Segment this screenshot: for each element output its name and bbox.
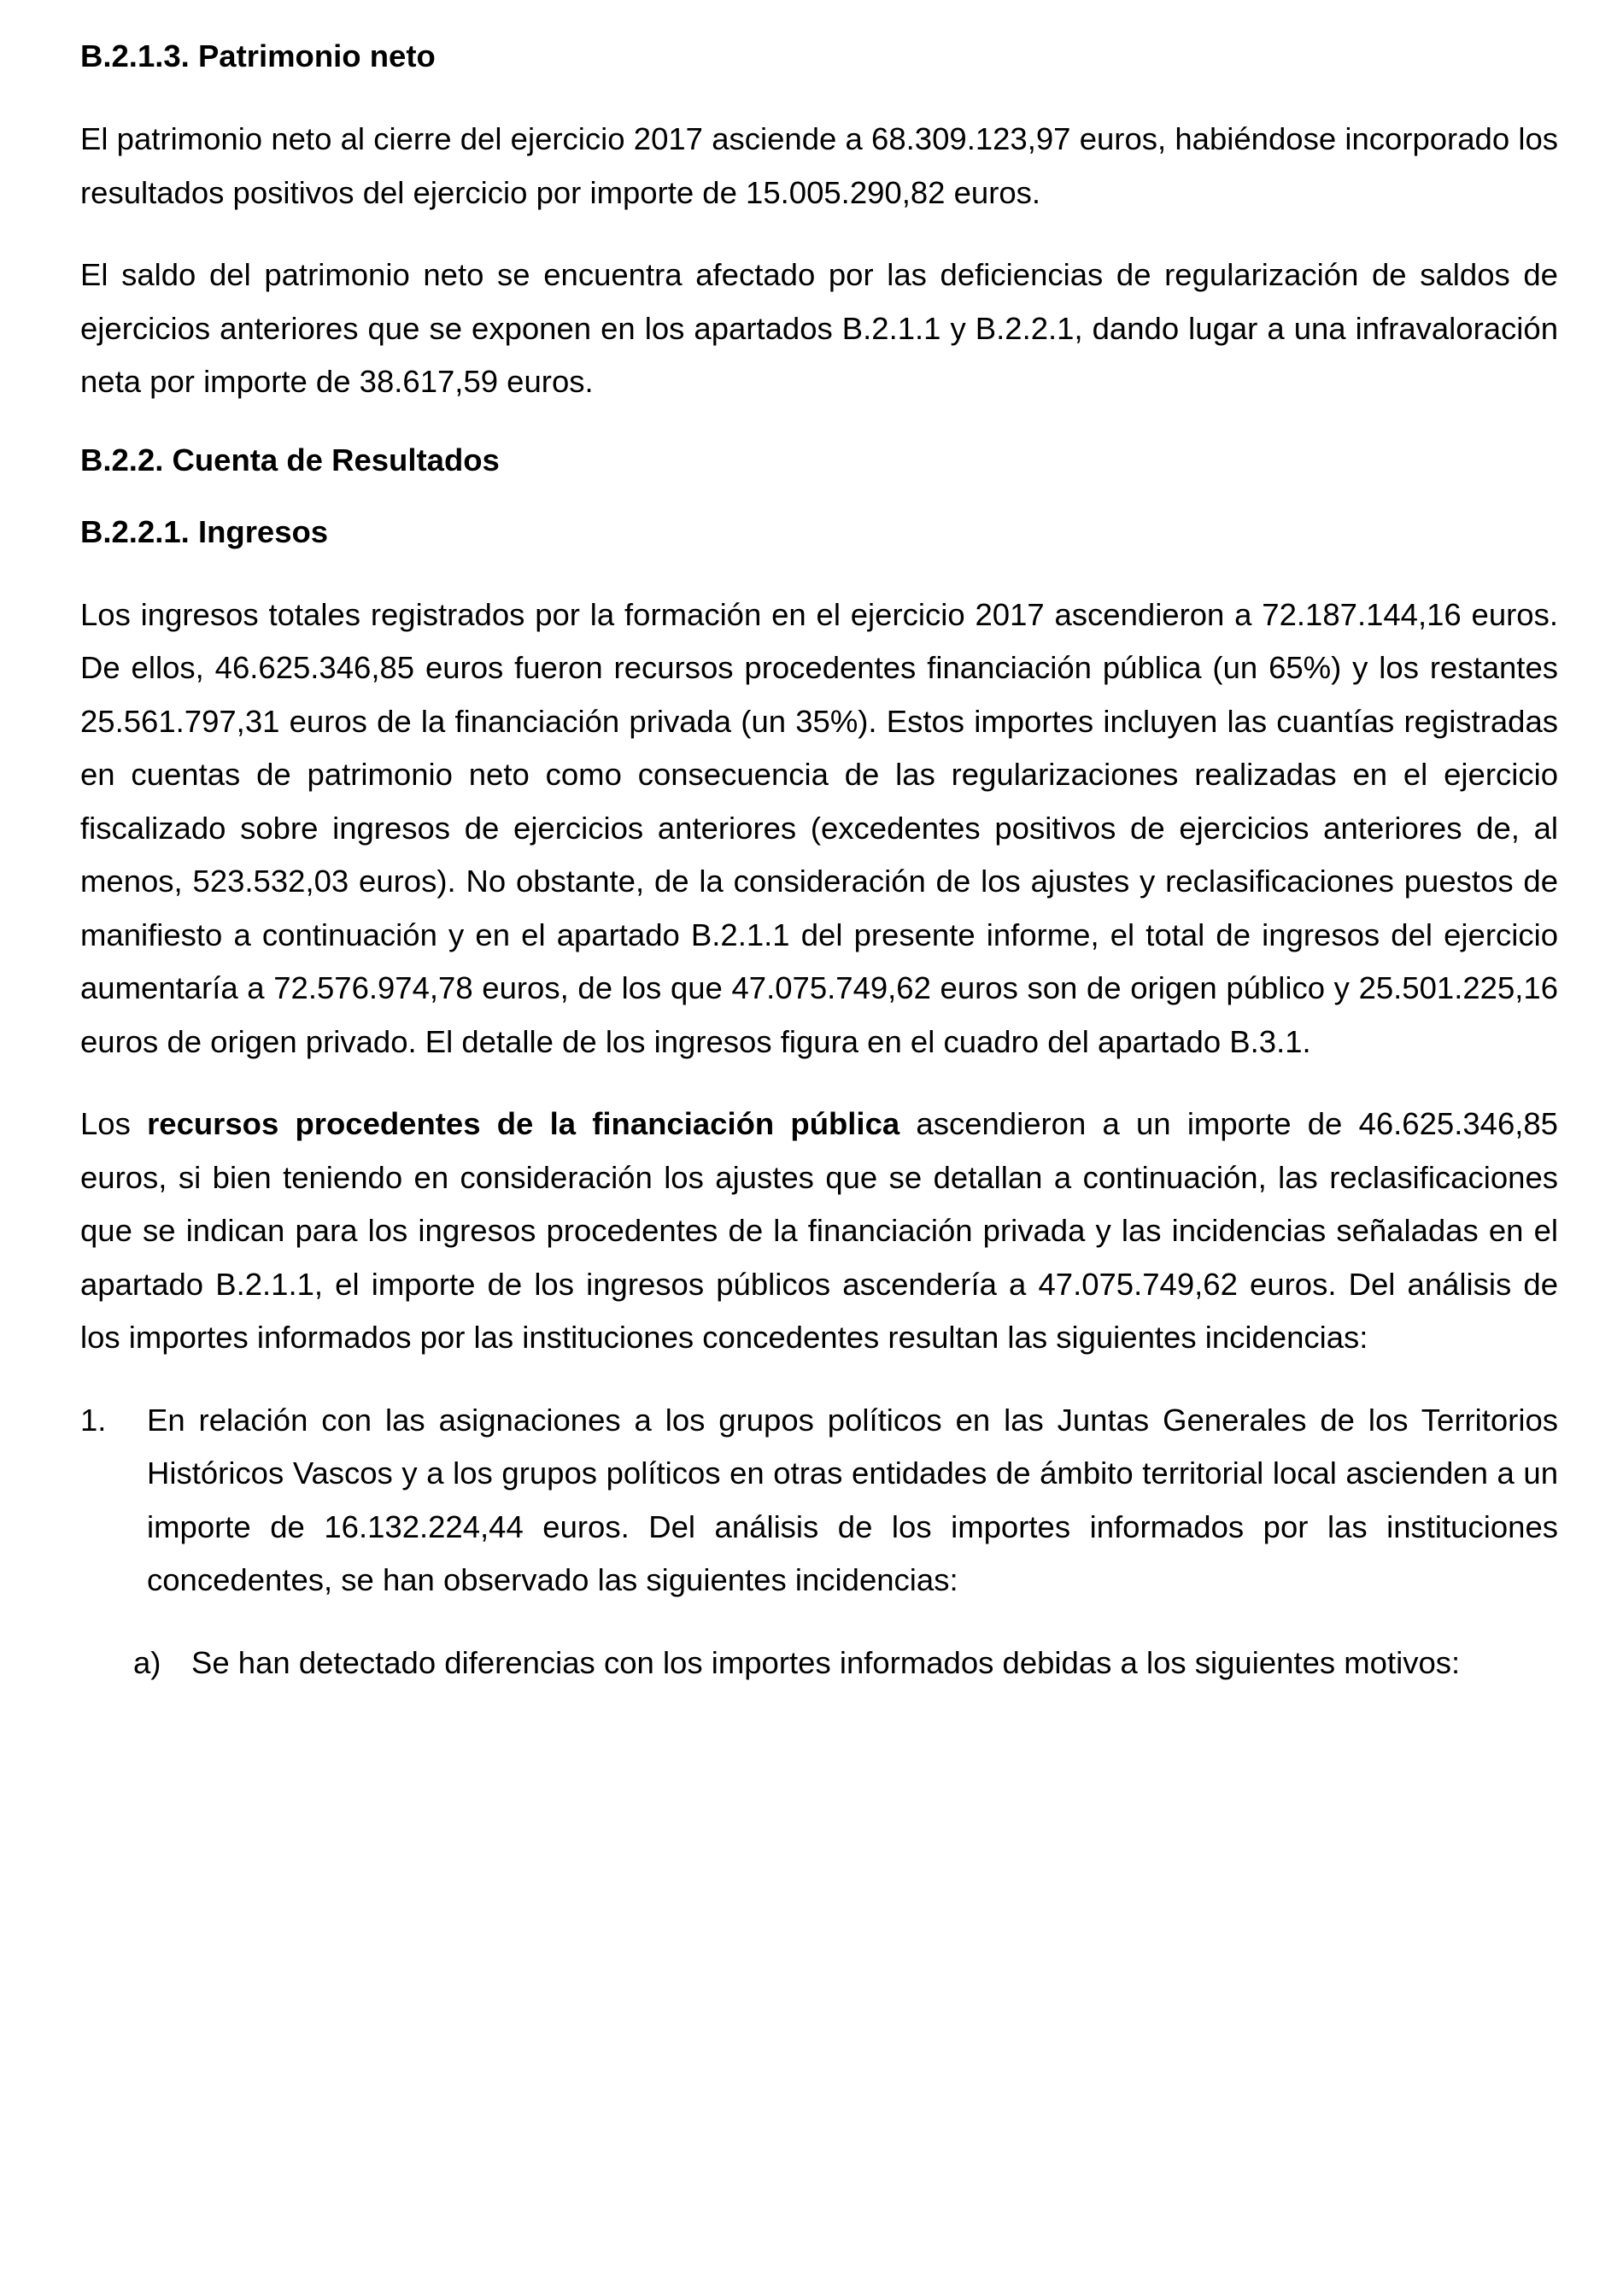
sub-list-item-a — [133, 1637, 1558, 1690]
paragraph-ingresos-1: Los ingresos totales registrados por la formación en el ejercicio 2017 ascendieron a 72.187.144,16 euros. De ellos, 46.625.346,85 euros fueron recursos procedentes financiación pública (un 65%) y los restantes 25.561.797,31 euros de la financiación privada (un 35%). Estos importes incluyen las cuantías registradas en cuentas de patrimonio neto como consecuencia de las regularizaciones realizadas en el ejercicio fiscalizado sobre ingresos de ejercicios anteriores (excedentes positivos de ejercicios anteriores de, al menos, 523.532,03 euros). No obstante, de la consideración de los ajustes y reclasificaciones puestos de manifiesto a continuación y en el apartado B.2.1.1 del presente informe, el total de ingresos del ejercicio aumentaría a 72.576.974,78 euros, de los que 47.075.749,62 euros son de origen público y 25.501.225,16 euros de origen privado. El detalle de los ingresos figura en el cuadro del apartado B.3.1. — [80, 596, 1558, 1059]
paragraph-ingresos-2-lead: Los — [80, 1106, 148, 1141]
paragraph-ingresos-2-rest: ascendieron a un importe de 46.625.346,85 euros, si bien teniendo en consideración los ajustes que se detallan a continuación, las reclasificaciones que se indican para los ingresos procedentes de la financiación privada y las incidencias señaladas en el apartado B.2.1.1, el importe de los ingresos públicos ascendería a 47.075.749,62 euros. Del análisis de los importes informados por las instituciones concedentes resultan las siguientes incidencias: — [80, 1106, 1558, 1355]
paragraph-patrimonio-neto-1: El patrimonio neto al cierre del ejercicio 2017 asciende a 68.309.123,97 euros, habiéndose incorporado los resultados positivos del ejercicio por importe de 15.005.290,82 euros. — [80, 121, 1558, 210]
section-heading-ingresos: B.2.2.1. Ingresos — [80, 513, 329, 549]
paragraph-ingresos-2-bold: recursos procedentes de la financiación pública — [147, 1106, 900, 1141]
paragraph-ingresos-2 — [80, 1098, 1558, 1365]
sub-list-item-a-marker: a) — [133, 1644, 161, 1680]
list-item-1 — [80, 1394, 1558, 1608]
document-page — [80, 36, 1558, 1690]
section-heading-cuenta-resultados: B.2.2. Cuenta de Resultados — [80, 442, 500, 477]
paragraph-patrimonio-neto-2: El saldo del patrimonio neto se encuentra afectado por las deficiencias de regularización de saldos de ejercicios anteriores que se exponen en los apartados B.2.1.1 y B.2.2.1, dando lugar a una infravaloración neta por importe de 38.617,59 euros. — [80, 257, 1558, 399]
sub-list-item-a-text: Se han detectado diferencias con los importes informados debidas a los siguientes motivos: — [191, 1644, 1461, 1680]
section-heading-patrimonio-neto: B.2.1.3. Patrimonio neto — [80, 38, 436, 73]
list-item-1-marker: 1. — [80, 1402, 107, 1438]
list-item-1-text: En relación con las asignaciones a los grupos políticos en las Juntas Generales de los Territorios Históricos Vascos y a los grupos políticos en otras entidades de ámbito territorial local ascienden a un importe de 16.132.224,44 euros. Del análisis de los importes informados por las instituciones concedentes, se han observado las siguientes incidencias: — [147, 1402, 1558, 1597]
